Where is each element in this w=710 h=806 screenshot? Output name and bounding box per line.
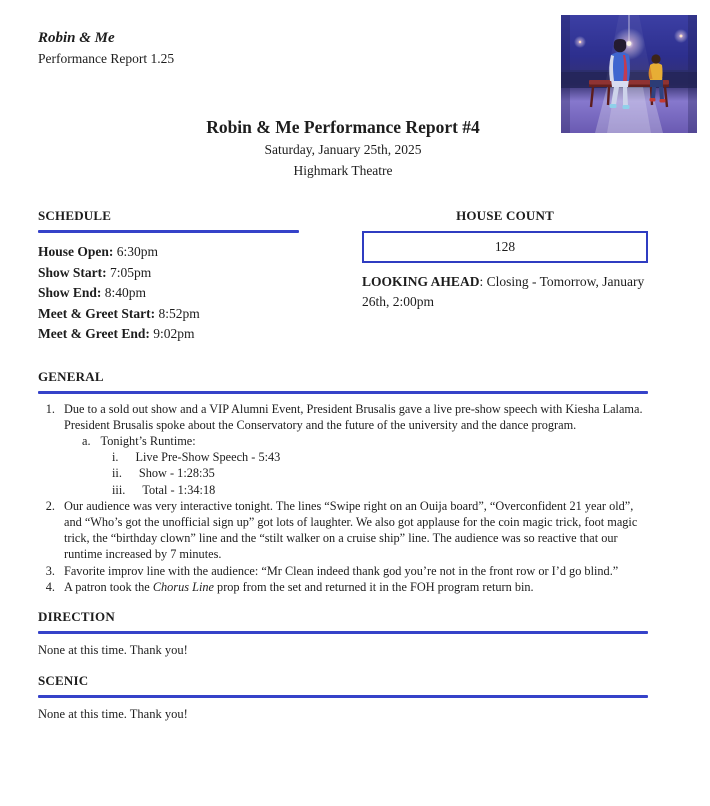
list-item: i. Live Pre-Show Speech - 5:43 xyxy=(112,450,281,465)
title-block xyxy=(38,116,648,181)
list-item: 2. Our audience was very interactive tonight. The lines “Swipe right on an Ouija board”, “Overconfident 21 year old”, and “Who’s got the unofficial sign up” got lots of laughter. We also got applause for the coin magic trick, foot magic trick, the “birthday clown” line and the “stilt walker on a cruise ship” line. The audience was so reactive that our runtime increased by 7 minutes. xyxy=(45,498,638,562)
brand-block xyxy=(38,28,648,69)
list-item: 3. Favorite improv line with the audience: “Mr Clean indeed thank god you’re not in the front row or I’d go blind.” xyxy=(45,563,619,578)
list-item: ii. Show - 1:28:35 xyxy=(112,466,215,481)
show-name: Robin & Me xyxy=(38,30,115,46)
general-heading: GENERAL xyxy=(38,368,104,384)
general-list xyxy=(38,401,648,595)
schedule-divider xyxy=(38,230,299,233)
scenic-body: None at this time. Thank you! xyxy=(38,706,188,721)
house-count-box xyxy=(362,231,648,263)
list-item: a. Tonight’s Runtime: xyxy=(82,433,196,448)
scenic-section xyxy=(38,673,648,723)
general-divider xyxy=(38,391,648,394)
house-count-section xyxy=(362,208,648,345)
schedule-heading: SCHEDULE xyxy=(38,208,112,223)
house-count-value: 128 xyxy=(494,239,516,254)
direction-divider xyxy=(38,631,648,634)
list-item: iii. Total - 1:34:18 xyxy=(112,482,216,497)
report-version: Performance Report 1.25 xyxy=(38,51,175,66)
report-date: Saturday, January 25th, 2025 xyxy=(264,142,422,157)
scenic-heading: SCENIC xyxy=(38,672,89,688)
schedule-row: Meet & Greet End: 9:02pm xyxy=(38,326,195,341)
direction-heading: DIRECTION xyxy=(38,608,115,624)
looking-ahead: LOOKING AHEAD: Closing - Tomorrow, January 26th, 2:00pm xyxy=(362,274,645,309)
report-venue: Highmark Theatre xyxy=(293,163,393,178)
page-title: Robin & Me Performance Report #4 xyxy=(206,117,480,137)
list-item: 1. Due to a sold out show and a VIP Alumni Event, President Brusalis gave a live pre-show speech with Kiesha Lalama. President Brusalis spoke about the Conservatory and the future of the university and the dance program. xyxy=(45,401,643,432)
direction-section xyxy=(38,609,648,659)
list-item: 4. A patron took the Chorus Line prop from the set and returned it in the FOH program return bin. xyxy=(45,579,534,594)
schedule-list xyxy=(38,242,299,345)
scenic-divider xyxy=(38,695,648,698)
schedule-section xyxy=(38,208,299,345)
schedule-row: House Open: 6:30pm xyxy=(38,244,159,259)
house-count-heading: HOUSE COUNT xyxy=(456,208,554,223)
show-artwork-image xyxy=(561,15,697,133)
schedule-row: Meet & Greet Start: 8:52pm xyxy=(38,305,200,321)
prop-name-italic: Chorus Line xyxy=(152,579,214,594)
schedule-row: Show End: 8:40pm xyxy=(38,285,147,300)
schedule-housecount-row xyxy=(38,208,648,345)
general-section xyxy=(38,369,648,595)
direction-body: None at this time. Thank you! xyxy=(38,642,188,657)
schedule-row: Show Start: 7:05pm xyxy=(38,264,152,280)
stage-illustration xyxy=(561,15,697,133)
